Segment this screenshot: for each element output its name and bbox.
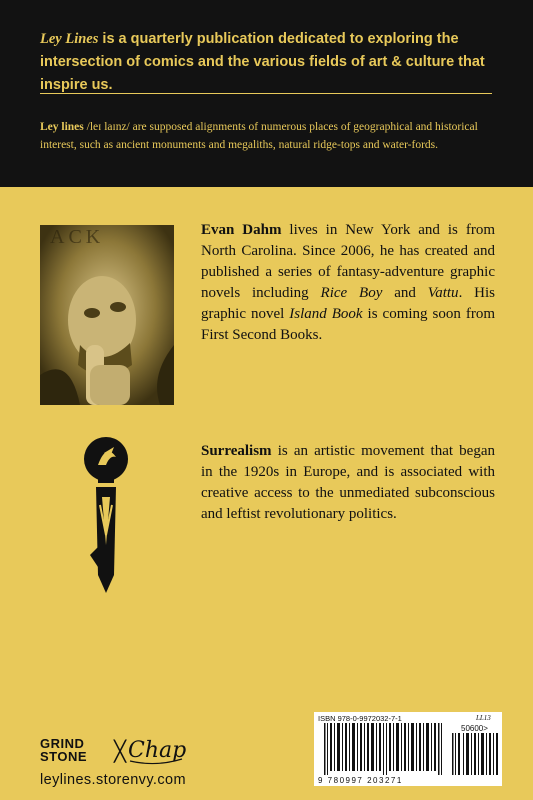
bio-text-1: lives in New York and is from North Carolina. Since 2006, he has created and published a series of fantasy-adventure graphic novels including [201,222,495,301]
chap-logo-icon [126,733,186,767]
bio-text-3: is coming soon from First Second Books. [201,306,495,343]
work-title-1: Rice Boy [320,285,383,301]
barcode-bars-icon [318,723,502,775]
issue-code: LL13 [476,714,491,722]
publisher-logos [40,737,200,767]
barcode-digits: 9 780997 203271 [318,776,403,785]
tagline-title: Ley Lines [40,31,99,47]
surrealism-definition [201,441,495,525]
definition-text: are supposed alignments of numerous places of geographical and historical interest, such as ancient monuments and megaliths, natural ridge-tops and water-fords. [40,121,478,151]
website-link[interactable]: leylines.storenvy.com [40,772,186,788]
bio-text-2: . His graphic novel [201,285,495,322]
divider [40,93,492,94]
price-addon: 50600> [461,724,488,733]
svg-text:ACK: ACK [50,226,105,248]
author-photo [40,225,174,405]
tagline [40,28,500,97]
work-title-2: Vattu [427,285,459,301]
surrealism-term: Surrealism [201,443,272,459]
grindstone-logo-line1: GRIND [40,736,85,751]
author-photo-image [40,225,174,405]
barcode [314,712,502,786]
tagline-text: is a quarterly publication dedicated to exploring the intersection of comics and the various fields of art & culture that inspire us. [40,31,485,93]
author-bio [201,220,495,346]
author-name: Evan Dahm [201,222,282,238]
definition [40,118,505,154]
grindstone-logo [40,737,87,763]
isbn-text: ISBN 978-0-9972032-7-1 [318,714,402,723]
definition-term: Ley lines [40,121,84,133]
surrealism-text: is an artistic movement that began in the 1920s in Europe, and is associated with creative access to the unmediated subconscious and leftist revolutionary politics. [201,443,495,522]
chap-logo-text: Chap [128,738,186,763]
grindstone-logo-line2: STONE [40,749,88,764]
work-title-3: Island Book [289,306,363,322]
candle-emblem-icon [76,435,136,595]
x-separator: ╳ [114,741,127,763]
header-panel [0,0,533,187]
pronunciation: /leɪ laɪnz/ [83,121,130,133]
bio-and: and [382,285,428,301]
